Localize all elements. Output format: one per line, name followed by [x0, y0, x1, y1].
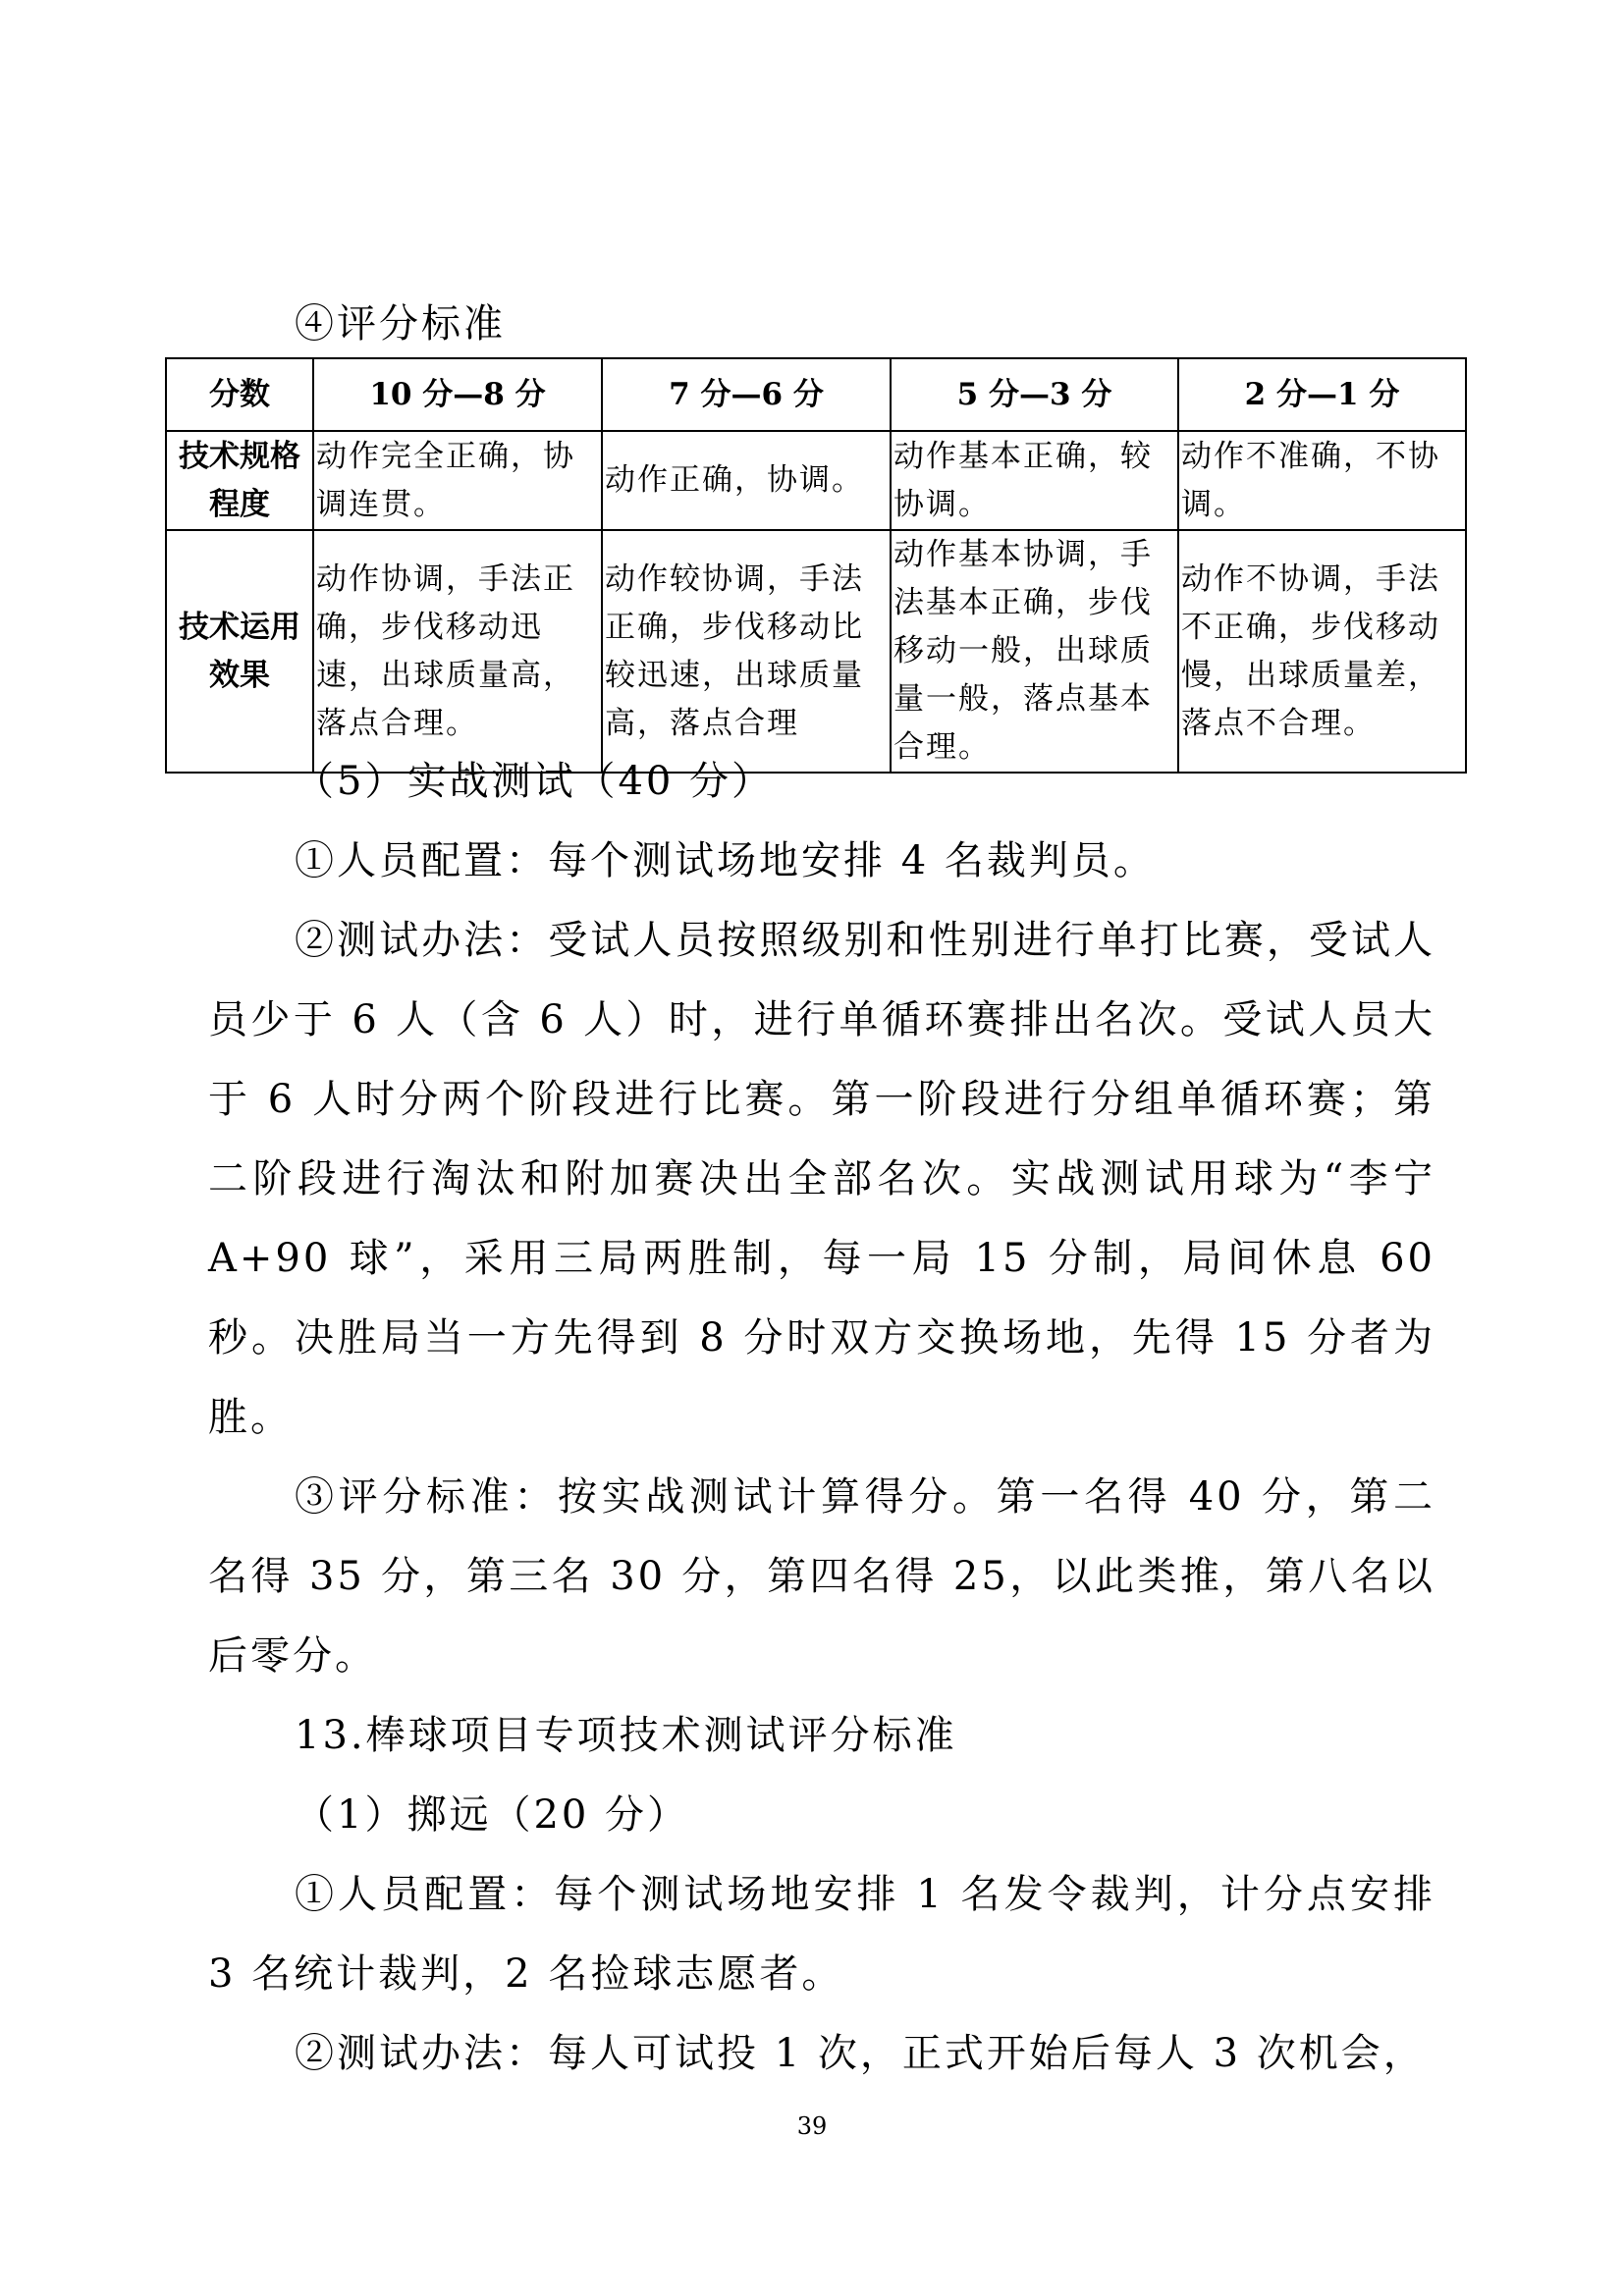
table-header-cell: 7 分—6 分 [602, 358, 891, 431]
paragraph: （1）掷远（20 分） [295, 1792, 690, 1838]
paragraph: ①人员配置：每个测试场地安排 1 名发令裁判，计分点安排 3 名统计裁判，2 名捡球志愿者。 [208, 1872, 1435, 1997]
paragraph: ③评分标准：按实战测试计算得分。第一名得 40 分，第二名得 35 分，第三名 30 分，第四名得 25，以此类推，第八名以后零分。 [208, 1474, 1435, 1679]
table-cell: 动作协调，手法正确，步伐移动迅速，出球质量高，落点合理。 [313, 530, 602, 773]
table-cell: 动作不准确，不协调。 [1178, 431, 1466, 530]
table-row-label: 技术运用效果 [166, 530, 313, 773]
paragraph: ②测试办法：每人可试投 1 次，正式开始后每人 3 次机会， [295, 2031, 1426, 2076]
paragraph: ①人员配置：每个测试场地安排 4 名裁判员。 [295, 838, 1156, 883]
table-cell: 动作完全正确，协调连贯。 [313, 431, 602, 530]
paragraph: 13.棒球项目专项技术测试评分标准 [295, 1713, 957, 1758]
page-number: 39 [796, 2112, 828, 2140]
section-heading: ④评分标准 [295, 301, 506, 347]
table-row-label: 技术规格程度 [166, 431, 313, 530]
table-row [166, 431, 1466, 530]
table-cell: 动作基本正确，较协调。 [891, 431, 1178, 530]
table-header-cell: 5 分—3 分 [891, 358, 1178, 431]
paragraph: ②测试办法：受试人员按照级别和性别进行单打比赛，受试人员少于 6 人（含 6 人）时，进行单循环赛排出名次。受试人员大于 6 人时分两个阶段进行比赛。第一阶段进行分组单循环赛；第二阶段进行淘汰和附加赛决出全部名次。实战测试用球为“李宁 A+90 球”，采用三局两胜制，每一局 15 分制，局间休息 60 秒。决胜局当一方先得到 8 分时双方交换场地，先得 15 分者为胜。 [208, 918, 1435, 1440]
table-cell: 动作不协调，手法不正确，步伐移动慢，出球质量差，落点不合理。 [1178, 530, 1466, 773]
table-header-cell: 分数 [166, 358, 313, 431]
table-cell: 动作基本协调，手法基本正确，步伐移动一般，出球质量一般，落点基本合理。 [891, 530, 1178, 773]
table-header-row [166, 358, 1466, 431]
paragraph: （5）实战测试（40 分） [295, 759, 775, 804]
table-header-cell: 10 分—8 分 [313, 358, 602, 431]
table-cell: 动作较协调，手法正确，步伐移动比较迅速，出球质量高，落点合理 [602, 530, 891, 773]
table-cell: 动作正确，协调。 [602, 431, 891, 530]
table-header-cell: 2 分—1 分 [1178, 358, 1466, 431]
table-row [166, 530, 1466, 773]
scoring-table [165, 357, 1467, 774]
body-text [208, 742, 1435, 2094]
